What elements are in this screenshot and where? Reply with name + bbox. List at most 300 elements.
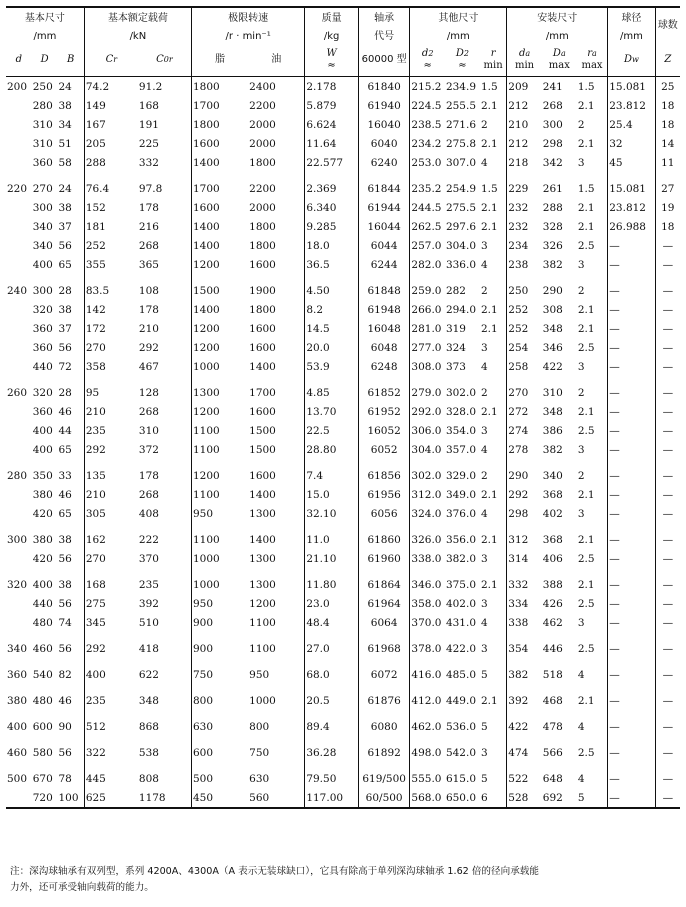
cell-r: 4 [480,440,507,459]
cell-Cr: 135 [85,469,106,482]
cell-code: 61956 [358,485,410,504]
cell-d2: 462.0 [411,720,442,733]
cell-Cr: 76.4 [85,182,110,195]
cell-Dw: — [608,523,655,549]
col-Z: Z [655,44,680,77]
cell-Z: — [662,642,674,655]
cell-W: 79.50 [305,762,359,788]
cell-d [6,594,32,613]
cell-Cr: 345 [85,616,106,629]
cell-code: 6240 [358,153,410,172]
cell-Z: — [662,405,674,418]
cell-Z: 18 [661,220,675,233]
cell-Da: 402 [542,507,563,520]
cell-D2: 336.0 [445,258,476,271]
cell-o: 1300 [248,504,305,523]
cell-g: 450 [191,788,248,808]
cell-code: 61860 [358,523,410,549]
table-row [6,217,680,236]
unit-install: /mm [507,30,608,44]
cell-B: 56 [58,594,85,613]
header-other: 其他尺寸 [410,7,507,30]
col-C0r: C0r [138,44,192,77]
table-body [6,77,680,809]
cell-Da: 340 [542,469,563,482]
cell-Cr: 252 [85,239,106,252]
col-series: 60000 型 [358,44,410,77]
cell-Cr: 162 [85,533,106,546]
cell-Z: 18 [661,99,675,112]
cell-W: 18.0 [305,236,359,255]
unit-other: /mm [410,30,507,44]
cell-W: 11.80 [305,568,359,594]
col-Cr: Cr [84,44,138,77]
cell-Cr: 292 [85,443,106,456]
col-oil: 油 [248,44,305,77]
col-D2: D2 ≈ [445,44,480,77]
cell-C0r: 235 [138,568,192,594]
cell-D: 380 [32,533,53,546]
table-row [6,236,680,255]
cell-o: 750 [248,736,305,762]
cell-da: 272 [508,405,529,418]
cell-Z: — [662,386,674,399]
cell-Z: — [662,552,674,565]
cell-C0r: 1178 [138,788,192,808]
cell-d2: 238.5 [411,118,442,131]
cell-r: 4 [480,357,507,376]
cell-C0r: 310 [138,421,192,440]
cell-Cr: 445 [85,772,106,785]
cell-d [6,485,32,504]
cell-D: 360 [32,405,53,418]
cell-d2: 304.0 [411,443,442,456]
cell-ra: 2 [577,115,608,134]
cell-code: 61840 [358,77,410,97]
table-row [6,485,680,504]
cell-Z: — [662,303,674,316]
cell-r: 1.5 [480,77,507,97]
cell-Cr: 400 [85,668,106,681]
table-row [6,736,680,762]
cell-W: 48.4 [305,613,359,632]
cell-g: 1000 [192,360,220,373]
cell-C0r: 808 [138,762,192,788]
cell-Z: 14 [661,137,675,150]
cell-D2: 357.0 [445,443,476,456]
cell-Cr: 358 [85,360,106,373]
cell-ra: 1.5 [577,77,608,97]
cell-Dw: 26.988 [608,217,655,236]
cell-C0r: 108 [138,274,192,300]
cell-r: 6 [480,788,507,808]
cell-ra: 2 [577,459,608,485]
cell-D: 340 [32,220,53,233]
cell-W: 22.577 [305,153,359,172]
cell-g: 1000 [192,552,220,565]
cell-W: 23.0 [305,594,359,613]
cell-W: 14.5 [305,319,359,338]
table-row [6,153,680,172]
cell-W: 15.0 [305,485,359,504]
cell-Dw: — [608,376,655,402]
cell-d [6,134,32,153]
cell-d2: 568.0 [410,788,445,808]
cell-da: 290 [508,469,529,482]
cell-D: 480 [32,616,53,629]
table-row [6,77,680,97]
cell-D2: 422.0 [445,642,476,655]
cell-D2: 382.0 [445,552,476,565]
cell-d2: 279.0 [411,386,442,399]
cell-W: 117.00 [305,788,359,808]
cell-d [6,504,32,523]
cell-code: 61864 [358,568,410,594]
cell-o: 1100 [248,632,305,658]
cell-g: 600 [192,746,214,759]
cell-ra: 2 [577,376,608,402]
cell-Da: 382 [542,258,563,271]
cell-Cr: 95 [85,386,100,399]
cell-Cr: 355 [85,258,106,271]
col-D: D [32,44,58,77]
cell-C0r: 222 [138,523,192,549]
cell-Z: — [662,322,674,335]
cell-ra: 2.5 [577,632,608,658]
cell-D: 320 [32,386,53,399]
cell-o: 1900 [248,274,305,300]
cell-d [6,96,32,115]
cell-d2: 253.0 [411,156,442,169]
cell-D2: 375.0 [445,578,476,591]
cell-D2: 294.0 [445,303,476,316]
cell-Cr: 152 [85,201,106,214]
footnote-line-1: 注：深沟球轴承有双列型，系列 4200A、4300A（A 表示无装球缺口），它具有除高于单列深沟球轴承 1.62 倍的径向承载能 [10,866,539,877]
cell-r: 3 [480,549,507,568]
cell-d2: 215.2 [411,80,442,93]
cell-Z: — [662,746,674,759]
cell-o: 2000 [248,115,305,134]
cell-Cr: 210 [85,405,106,418]
cell-o: 1600 [248,255,305,274]
cell-d [6,217,32,236]
cell-g: 1600 [192,201,220,214]
cell-Cr: 512 [85,720,106,733]
cell-C0r: 268 [138,402,192,421]
cell-o: 2200 [248,96,305,115]
col-r: r min [480,44,507,77]
cell-Dw: 25.4 [608,115,655,134]
cell-code: 6248 [358,357,410,376]
cell-o: 630 [248,762,305,788]
cell-d2: 312.0 [411,488,442,501]
cell-code: 6064 [358,613,410,632]
cell-Dw: — [608,762,655,788]
cell-d2: 370.0 [411,616,442,629]
cell-Z: — [662,443,674,456]
cell-o: 2000 [248,134,305,153]
cell-D: 540 [32,668,53,681]
cell-o: 1200 [248,594,305,613]
table-row [6,613,680,632]
cell-o: 1600 [248,459,305,485]
cell-Da: 241 [542,80,563,93]
cell-D: 300 [32,201,53,214]
cell-Cr: 275 [85,597,106,610]
cell-Dw: — [608,549,655,568]
cell-Da: 422 [542,360,563,373]
cell-da: 382 [508,668,529,681]
cell-g: 1200 [192,258,220,271]
cell-W: 20.0 [305,338,359,357]
cell-o: 1800 [248,300,305,319]
cell-D: 400 [32,578,53,591]
cell-C0r: 268 [138,485,192,504]
cell-ra: 3 [577,357,608,376]
cell-code: 6048 [358,338,410,357]
cell-d: 360 [7,668,28,681]
header-ball-num: 球数 [655,7,680,44]
cell-Dw: — [608,594,655,613]
cell-D2: 402.0 [445,597,476,610]
cell-Z: — [655,788,680,808]
table-row [6,115,680,134]
cell-ra: 2.5 [577,594,608,613]
cell-D: 340 [32,239,53,252]
cell-code: 6044 [358,236,410,255]
table-row [6,549,680,568]
cell-g: 800 [192,694,214,707]
cell-d2: 292.0 [411,405,442,418]
cell-C0r: 510 [138,613,192,632]
cell-W: 6.624 [305,115,359,134]
cell-d2: 266.0 [411,303,442,316]
cell-g: 1800 [192,118,220,131]
cell-Da: 368 [542,533,563,546]
col-W: W ≈ [305,44,359,77]
cell-D2: 354.0 [445,424,476,437]
cell-r: 2.1 [480,485,507,504]
cell-D: 420 [32,507,53,520]
cell-Da: 426 [542,597,563,610]
cell-W: 6.340 [305,198,359,217]
table-row [6,568,680,594]
cell-r: 3 [480,338,507,357]
cell-B: 82 [58,658,85,684]
cell-B: 51 [58,134,85,153]
cell-D: 350 [32,469,53,482]
cell-B: 24 [58,77,85,97]
cell-ra: 2.5 [577,338,608,357]
cell-ra: 4 [577,710,608,736]
cell-Dw: — [608,710,655,736]
cell-d [6,788,32,808]
cell-r: 2.1 [480,198,507,217]
cell-Dw: — [608,236,655,255]
cell-ra: 1.5 [577,172,608,198]
cell-D: 400 [32,424,53,437]
cell-Z: 11 [661,156,675,169]
table-row [6,658,680,684]
cell-D2: 271.6 [445,118,476,131]
cell-Dw: 23.812 [608,198,655,217]
cell-r: 3 [480,236,507,255]
header-install: 安装尺寸 [507,7,608,30]
table-row [6,459,680,485]
cell-o: 1600 [248,319,305,338]
cell-Z: — [662,469,674,482]
cell-Cr: 235 [85,694,106,707]
cell-W: 8.2 [305,300,359,319]
cell-o: 1300 [248,568,305,594]
cell-r: 2.1 [480,300,507,319]
cell-D2: 324 [445,341,466,354]
cell-Cr: 625 [84,788,138,808]
cell-o: 1100 [248,613,305,632]
cell-d: 280 [7,469,28,482]
table-row [6,274,680,300]
cell-B: 28 [58,274,85,300]
cell-g: 1100 [192,488,220,501]
cell-d [6,357,32,376]
cell-d2: 358.0 [411,597,442,610]
cell-r: 2.1 [480,319,507,338]
cell-da: 234 [508,239,529,252]
col-da: da min [507,44,542,77]
cell-d2: 244.5 [411,201,442,214]
cell-W: 36.28 [305,736,359,762]
cell-da: 274 [508,424,529,437]
cell-o: 1300 [248,549,305,568]
cell-g: 900 [192,616,214,629]
cell-da: 229 [508,182,529,195]
cell-g: 750 [192,668,214,681]
cell-da: 292 [508,488,529,501]
cell-d: 320 [7,578,28,591]
cell-ra: 3 [577,613,608,632]
cell-o: 1800 [248,236,305,255]
cell-o: 1000 [248,684,305,710]
table-row [6,96,680,115]
cell-D2: 542.0 [445,746,476,759]
cell-D: 280 [32,99,53,112]
cell-da: 338 [508,616,529,629]
cell-D2: 328.0 [445,405,476,418]
cell-d: 240 [7,284,28,297]
cell-d2: 282.0 [411,258,442,271]
cell-Z: — [662,772,674,785]
cell-W: 53.9 [305,357,359,376]
cell-B: 37 [58,319,85,338]
footnote-line-2: 力外，还可承受轴向载荷的能力。 [10,882,154,893]
cell-D: 670 [32,772,53,785]
cell-code: 61944 [358,198,410,217]
cell-g: 500 [192,772,214,785]
cell-D: 360 [32,341,53,354]
cell-B: 90 [58,710,85,736]
table-row [6,762,680,788]
cell-g: 1200 [192,405,220,418]
cell-ra: 4 [577,658,608,684]
cell-d2: 378.0 [411,642,442,655]
cell-D2: 255.5 [445,99,476,112]
cell-r: 2.1 [480,684,507,710]
cell-Dw: 15.081 [608,172,655,198]
cell-Dw: — [608,788,655,808]
cell-r: 2.1 [480,134,507,153]
cell-Cr: 322 [85,746,106,759]
cell-B: 56 [58,736,85,762]
col-d: d [6,44,32,77]
cell-B: 46 [58,485,85,504]
cell-B: 24 [58,172,85,198]
cell-o: 2200 [248,172,305,198]
cell-Da: 261 [542,182,563,195]
cell-D2: 297.6 [445,220,476,233]
cell-Z: — [662,668,674,681]
cell-D2: 376.0 [445,507,476,520]
cell-B: 65 [58,255,85,274]
code-line-2: 代号 [358,30,410,44]
cell-da: 392 [508,694,529,707]
cell-Cr: 168 [85,578,106,591]
cell-da: 212 [508,99,529,112]
cell-code: 6056 [358,504,410,523]
table-row [6,421,680,440]
cell-code: 16048 [358,319,410,338]
cell-d [6,549,32,568]
cell-g: 1400 [192,156,220,169]
cell-Cr: 288 [85,156,106,169]
cell-da: 258 [508,360,529,373]
cell-W: 89.4 [305,710,359,736]
cell-Dw: — [608,357,655,376]
cell-B: 38 [58,198,85,217]
cell-C0r: 191 [138,115,192,134]
cell-g: 1200 [192,322,220,335]
cell-D2: 302.0 [445,386,476,399]
cell-d2: 224.5 [411,99,442,112]
cell-r: 2.1 [480,402,507,421]
cell-g: 1700 [192,99,220,112]
cell-g: 1200 [192,469,220,482]
cell-D2: 650.0 [445,788,480,808]
unit-load: /kN [84,30,191,44]
unit-basic-dims: /mm [6,30,84,44]
cell-ra: 2.1 [577,319,608,338]
cell-Z: — [662,507,674,520]
cell-Da: 388 [542,578,563,591]
cell-code: 61844 [358,172,410,198]
cell-code: 6080 [358,710,410,736]
cell-B: 100 [58,788,85,808]
cell-B: 34 [58,115,85,134]
cell-d2: 306.0 [411,424,442,437]
cell-code: 61940 [358,96,410,115]
cell-C0r: 538 [138,736,192,762]
cell-D: 270 [32,182,53,195]
cell-D: 440 [32,360,53,373]
table-row [6,402,680,421]
cell-C0r: 292 [138,338,192,357]
cell-code: 61856 [358,459,410,485]
cell-o: 1500 [248,440,305,459]
cell-Da: 518 [542,668,563,681]
cell-D: 250 [32,80,53,93]
table-row [6,134,680,153]
cell-r: 2.1 [480,568,507,594]
cell-W: 68.0 [305,658,359,684]
